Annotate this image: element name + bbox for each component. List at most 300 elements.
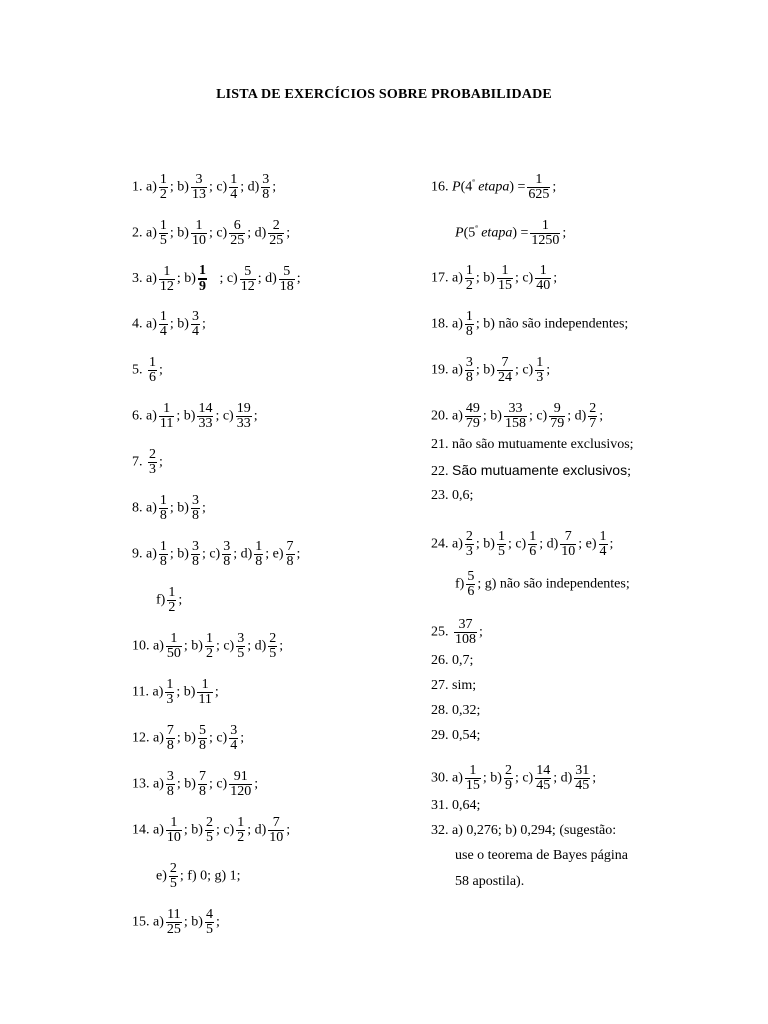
answer-item — [132, 632, 283, 661]
fraction — [229, 219, 245, 248]
fraction — [198, 264, 207, 294]
fraction-denominator: 5 — [159, 233, 167, 248]
fraction-denominator: 3 — [149, 462, 156, 477]
fraction-denominator: 4 — [230, 738, 238, 753]
fraction-numerator: 5 — [283, 263, 291, 279]
answer-number: 21. — [431, 437, 449, 452]
fraction-numerator: 1 — [159, 172, 167, 187]
answer-item — [132, 356, 163, 385]
answer-text: ; b) — [482, 408, 502, 424]
fraction-numerator: 3 — [191, 493, 199, 508]
fraction-numerator: 1 — [535, 172, 543, 187]
answer-item — [431, 356, 550, 385]
answer-number: 28. — [431, 703, 449, 718]
answer-text: f) — [455, 576, 465, 592]
fraction — [588, 402, 597, 431]
fraction-numerator: 1 — [539, 263, 547, 278]
fraction-denominator: 2 — [205, 646, 213, 661]
fraction — [198, 770, 207, 799]
fraction — [549, 402, 565, 431]
answer-text: ; — [296, 546, 301, 562]
answer-text: ; d) — [567, 408, 587, 424]
fraction-denominator: 6 — [529, 544, 537, 559]
answer-text: ; — [178, 592, 183, 608]
fraction — [286, 540, 295, 569]
fraction-numerator: 37 — [458, 617, 473, 632]
answer-text: ; — [254, 776, 259, 792]
answer-number: 26. — [431, 653, 449, 668]
fraction-denominator: 15 — [465, 778, 480, 793]
answer-text: ; b) — [176, 408, 196, 424]
answer-text: ; c) — [208, 776, 228, 792]
answer-text: 0,32; — [452, 703, 481, 718]
fraction — [261, 173, 270, 202]
answer-item — [431, 728, 480, 744]
fraction-denominator: 4 — [599, 544, 607, 559]
fraction-denominator: 8 — [255, 554, 263, 569]
answer-text: ; e) — [578, 536, 597, 552]
fraction-numerator: 1 — [501, 263, 509, 278]
fraction-numerator: 1 — [469, 763, 477, 778]
answer-number: 17. — [431, 270, 449, 286]
answer-text: ; d) — [247, 225, 267, 241]
fraction — [166, 908, 182, 937]
fraction-numerator: 2 — [504, 763, 512, 778]
fraction-denominator: 6 — [149, 370, 156, 385]
answer-text: a) — [452, 770, 463, 786]
answer-item — [455, 570, 630, 599]
fraction — [504, 764, 513, 793]
answer-text: ; — [214, 684, 219, 700]
answer-text: e) — [156, 868, 167, 884]
answer-text: a) — [152, 684, 164, 700]
fraction-denominator: 5 — [205, 922, 213, 937]
answer-number: 27. — [431, 678, 449, 693]
answer-number: 32. — [431, 823, 449, 838]
answer-number: 4. — [132, 316, 143, 332]
answer-text: ; b) não são independentes; — [475, 316, 629, 332]
fraction-denominator: 120 — [230, 784, 252, 799]
answer-item — [132, 770, 258, 799]
fraction — [197, 678, 212, 707]
fraction-numerator: 1 — [465, 263, 473, 278]
fraction-denominator: 8 — [286, 554, 294, 569]
fraction — [166, 724, 175, 753]
answer-text: ; b) — [169, 546, 189, 562]
fraction-denominator: 5 — [169, 876, 177, 891]
answer-text: ; c) — [514, 362, 534, 378]
answer-number: 31. — [431, 798, 449, 813]
fraction-numerator: 3 — [230, 723, 238, 738]
answer-number: 7. — [132, 454, 143, 470]
fraction-numerator: 7 — [166, 723, 174, 738]
fraction — [159, 219, 168, 248]
fraction-numerator: 2 — [149, 447, 156, 462]
fraction-numerator: 49 — [465, 401, 480, 416]
fraction — [497, 264, 513, 293]
fraction-denominator: 2 — [159, 187, 167, 202]
fraction-numerator: 1 — [159, 539, 167, 554]
fraction-numerator: 1 — [163, 401, 171, 416]
fraction — [535, 356, 544, 385]
fraction-denominator: 12 — [240, 278, 255, 294]
answer-text: ; — [286, 822, 291, 838]
fraction-denominator: 4 — [159, 324, 167, 339]
answer-text: ; — [286, 225, 291, 241]
fraction — [504, 402, 527, 431]
answer-text: ; b) — [169, 316, 189, 332]
fraction-denominator: 13 — [191, 187, 206, 202]
answer-number: 15. — [132, 914, 150, 930]
answer-text: ; d) — [247, 822, 267, 838]
answer-text: ; d) — [553, 770, 573, 786]
answer-item — [132, 494, 206, 523]
fraction — [497, 356, 513, 385]
answer-text: a) — [146, 546, 157, 562]
fraction-denominator: 45 — [575, 778, 590, 793]
answer-text: ; b) — [176, 271, 196, 287]
fraction-numerator: 7 — [564, 529, 572, 544]
fraction-denominator: 8 — [191, 554, 199, 569]
fraction-denominator: 10 — [269, 830, 284, 845]
fraction-denominator: 1250 — [531, 233, 560, 248]
fraction — [159, 310, 168, 339]
answer-text: ; g) não são independentes; — [477, 576, 630, 592]
fraction-numerator: 1 — [170, 631, 178, 646]
answer-number: 3. — [132, 271, 143, 287]
fraction-denominator: 8 — [198, 784, 206, 799]
answer-text: ; d) — [247, 638, 267, 654]
fraction — [205, 816, 214, 845]
answer-item — [431, 264, 557, 293]
answer-text: ; — [272, 179, 277, 195]
fraction-denominator: 11 — [198, 692, 212, 707]
answer-number: 18. — [431, 316, 449, 332]
answer-number: 14. — [132, 822, 150, 838]
answer-text: ; b) — [183, 822, 203, 838]
fraction-denominator: 2 — [237, 830, 245, 845]
answer-text: São mutuamente exclusivos — [452, 462, 628, 478]
fraction — [191, 494, 200, 523]
answer-text: ; b) — [176, 730, 196, 746]
fraction-numerator: 11 — [167, 907, 181, 922]
answer-item — [132, 724, 244, 753]
answer-item — [431, 402, 603, 431]
fraction — [465, 264, 474, 293]
answer-text: a) — [452, 536, 463, 552]
answer-item — [132, 219, 290, 248]
fraction-numerator: 1 — [599, 529, 607, 544]
fraction-denominator: 50 — [166, 646, 181, 661]
answer-text: ; d) — [240, 179, 260, 195]
fraction-numerator: 9 — [553, 401, 561, 416]
fraction-denominator: 8 — [166, 738, 174, 753]
answer-item — [431, 310, 628, 339]
fraction — [222, 540, 231, 569]
answer-text: ; c) — [507, 536, 527, 552]
fraction — [535, 764, 551, 793]
fraction-denominator: 33 — [198, 416, 213, 431]
fraction-numerator: 14 — [536, 763, 551, 778]
fraction-numerator: 7 — [272, 815, 280, 830]
fraction-denominator: 45 — [536, 778, 551, 793]
fraction-denominator: 3 — [166, 692, 174, 707]
fraction — [165, 678, 174, 707]
answer-text: ; c) — [215, 408, 234, 424]
fraction-denominator: 5 — [269, 646, 277, 661]
fraction-denominator: 5 — [237, 646, 245, 661]
answer-text: a) — [452, 408, 463, 424]
answer-text: ; c) — [208, 179, 228, 195]
fraction — [236, 816, 245, 845]
answer-text: ; c) — [208, 730, 228, 746]
fraction-numerator: 1 — [168, 585, 176, 600]
fraction — [279, 265, 295, 294]
answer-text: a) — [146, 408, 157, 424]
fraction — [229, 724, 238, 753]
answer-text: P — [455, 225, 464, 241]
answer-text: ; b) — [475, 270, 495, 286]
fraction — [159, 265, 175, 294]
answer-item — [156, 862, 241, 891]
answer-text: a) — [153, 822, 164, 838]
fraction — [229, 770, 252, 799]
fraction — [599, 530, 608, 559]
answer-text: ; — [609, 536, 614, 552]
answer-text: ; — [279, 638, 284, 654]
answer-text: 0,6; — [452, 488, 474, 503]
answer-text: ; d) — [233, 546, 253, 562]
answer-text: ; — [159, 362, 163, 378]
fraction-numerator: 91 — [233, 769, 248, 784]
answer-text: ; — [296, 271, 301, 287]
answer-number: 9. — [132, 546, 143, 562]
answer-text: ; — [253, 408, 258, 424]
answer-number: 2. — [132, 225, 143, 241]
fraction-numerator: 3 — [223, 539, 231, 554]
fraction — [166, 770, 175, 799]
answer-text: a) 0,276; b) 0,294; (sugestão: — [452, 823, 617, 838]
answer-number: 19. — [431, 362, 449, 378]
fraction — [254, 540, 263, 569]
answer-item — [132, 678, 219, 707]
answer-text: 0,54; — [452, 728, 481, 743]
answer-text: ; — [201, 500, 206, 516]
fraction — [560, 530, 576, 559]
fraction-denominator: 10 — [561, 544, 576, 559]
answer-text: a) — [452, 270, 463, 286]
fraction-denominator: 7 — [589, 416, 597, 431]
fraction-numerator: 2 — [272, 218, 280, 233]
fraction-denominator: 12 — [159, 278, 174, 294]
answer-text: etapa — [474, 179, 510, 195]
answer-text: ; b) — [183, 638, 203, 654]
answer-text: a) — [153, 638, 164, 654]
fraction — [530, 219, 560, 248]
answer-text: a) — [452, 362, 463, 378]
answer-text: use o teorema de Bayes página — [455, 848, 628, 863]
fraction — [528, 530, 537, 559]
fraction-denominator: 8 — [191, 508, 199, 523]
answer-text: ; — [215, 914, 220, 930]
fraction-numerator: 3 — [237, 631, 245, 646]
fraction-numerator: 19 — [236, 401, 251, 416]
answer-text: ; b) — [176, 684, 196, 700]
answer-text: a) — [146, 271, 157, 287]
fraction-numerator: 1 — [541, 218, 549, 233]
answer-text: ª — [475, 223, 478, 234]
fraction-denominator: 79 — [550, 416, 565, 431]
answer-text: ; b) — [176, 776, 196, 792]
fraction-numerator: 3 — [465, 355, 473, 370]
answer-text: ) = — [512, 225, 529, 241]
fraction-numerator: 7 — [286, 539, 294, 554]
fraction — [159, 173, 168, 202]
answer-number: 13. — [132, 776, 150, 792]
answer-number: 16. — [431, 179, 449, 195]
fraction-numerator: 3 — [191, 539, 199, 554]
answer-text: ; b) — [475, 536, 495, 552]
answer-text: ; c) — [215, 638, 235, 654]
fraction — [465, 764, 481, 793]
fraction-numerator: 5 — [467, 569, 475, 584]
fraction-numerator: 1 — [170, 815, 178, 830]
fraction-numerator: 7 — [501, 355, 509, 370]
fraction — [466, 570, 475, 599]
fraction-numerator: 2 — [169, 861, 177, 876]
fraction-numerator: 2 — [269, 631, 277, 646]
answer-item — [455, 874, 524, 890]
answer-number: 6. — [132, 408, 143, 424]
answer-item — [132, 540, 300, 569]
answer-item — [455, 219, 566, 248]
answer-item — [431, 530, 613, 559]
answer-item — [431, 678, 476, 694]
answer-item — [132, 264, 301, 294]
fraction — [465, 402, 481, 431]
fraction-numerator: 1 — [237, 815, 245, 830]
answer-item — [431, 823, 616, 839]
answer-text: ; — [553, 270, 558, 286]
answer-text: ; — [599, 408, 604, 424]
fraction-numerator: 14 — [198, 401, 213, 416]
fraction-denominator: 4 — [191, 324, 199, 339]
fraction-denominator: 8 — [465, 324, 473, 339]
fraction — [191, 310, 200, 339]
fraction — [197, 402, 213, 431]
answer-number: 11. — [132, 684, 149, 700]
answer-item — [156, 586, 182, 615]
fraction-numerator: 2 — [205, 815, 213, 830]
answer-text: ; — [546, 362, 551, 378]
fraction-denominator: 79 — [465, 416, 480, 431]
answer-text: a) — [146, 225, 157, 241]
fraction-denominator: 18 — [279, 278, 294, 294]
fraction-denominator: 8 — [465, 370, 473, 385]
fraction-numerator: 1 — [163, 263, 171, 279]
fraction-numerator: 1 — [166, 677, 174, 692]
answer-text: a) — [153, 914, 164, 930]
answer-text: ; b) — [183, 914, 203, 930]
answer-number: 10. — [132, 638, 150, 654]
answer-text: a) — [146, 316, 157, 332]
fraction — [268, 219, 284, 248]
fraction — [159, 540, 168, 569]
fraction-numerator: 1 — [205, 631, 213, 646]
answer-number: 5. — [132, 362, 143, 378]
fraction-numerator: 1 — [497, 529, 505, 544]
answer-text: ; f) 0; g) 1; — [179, 868, 241, 884]
fraction-denominator: 9 — [504, 778, 512, 793]
answer-number: 29. — [431, 728, 449, 743]
fraction — [465, 530, 474, 559]
fraction — [454, 618, 477, 647]
fraction — [191, 540, 200, 569]
fraction-numerator: 7 — [198, 769, 206, 784]
answer-item — [132, 816, 290, 845]
fraction-denominator: 3 — [536, 370, 544, 385]
fraction-denominator: 10 — [191, 233, 206, 248]
fraction-denominator: 3 — [465, 544, 473, 559]
answer-text: ; — [627, 464, 631, 479]
answer-text: ; b) — [169, 179, 189, 195]
fraction-numerator: 1 — [536, 355, 544, 370]
fraction-numerator: 1 — [465, 309, 473, 324]
answer-text: 0,64; — [452, 798, 481, 813]
fraction — [205, 632, 214, 661]
fraction — [167, 586, 176, 615]
fraction-numerator: 3 — [191, 309, 199, 324]
answer-text: ; c) — [201, 546, 221, 562]
fraction-denominator: 8 — [198, 738, 206, 753]
answer-text: ; c) — [528, 408, 548, 424]
answer-text: ; c) — [215, 822, 235, 838]
fraction-numerator: 1 — [195, 218, 203, 233]
fraction — [236, 632, 245, 661]
fraction-numerator: 3 — [195, 172, 203, 187]
answer-item — [132, 908, 220, 937]
answer-text: 58 apostila). — [455, 874, 525, 889]
fraction-denominator: 15 — [497, 278, 512, 293]
fraction-numerator: 4 — [205, 907, 213, 922]
fraction — [166, 632, 182, 661]
fraction — [574, 764, 590, 793]
fraction-numerator: 6 — [233, 218, 241, 233]
answer-text: ; b) — [475, 362, 495, 378]
answer-text: ; d) — [257, 271, 277, 287]
fraction — [268, 632, 277, 661]
answer-number: 1. — [132, 179, 143, 195]
fraction-numerator: 1 — [159, 309, 167, 324]
answer-text: ; d) — [539, 536, 559, 552]
fraction — [535, 264, 551, 293]
fraction — [465, 356, 474, 385]
answer-text: 0,7; — [452, 653, 474, 668]
answer-item — [431, 618, 483, 647]
answer-text: ; b) — [482, 770, 502, 786]
fraction-denominator: 625 — [528, 187, 550, 202]
answer-number: 30. — [431, 770, 449, 786]
fraction-denominator: 40 — [536, 278, 551, 293]
answer-text: ; b) — [169, 225, 189, 241]
fraction-numerator: 1 — [149, 355, 156, 370]
fraction-numerator: 2 — [589, 401, 597, 416]
fraction-numerator: 1 — [201, 677, 209, 692]
answer-item — [431, 437, 634, 453]
fraction-numerator: 1 — [529, 529, 537, 544]
answer-item — [431, 653, 473, 669]
fraction — [240, 265, 256, 294]
